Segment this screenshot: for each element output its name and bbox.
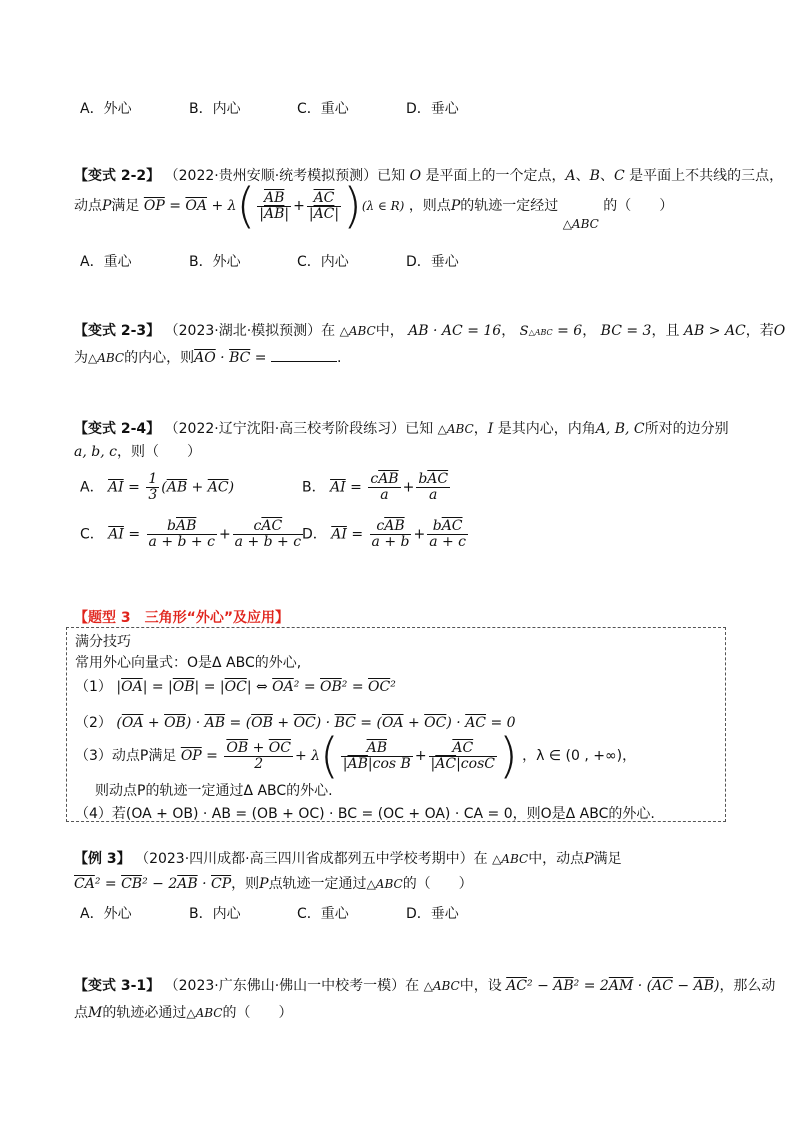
- tips-item-4: （4）若(OA + OB) · AB = (OB + OC) · BC = (OC + OA) · CA = 0，则O是Δ ABC的外心.: [75, 806, 655, 822]
- option-a: A．重心: [80, 254, 132, 270]
- option-c: C． $\overline{AI}$ = $\frac{b\overline{AB}}{a + b + c}$ + $\frac{c\overline{AC}}{a + b + c}$: [80, 518, 302, 550]
- tips-intro: 常用外心向量式：O是Δ ABC的外心,: [75, 655, 302, 671]
- tips-item-3: （3）动点P满足 $\overline{OP}$ = $\frac{\overline{OB} + \overline{OC}}{2}$ + λ( $\frac{\overline{AB}}{|\overline{AB}|\cos B}$ + $\frac{\overline{AC}}{|\overline{AC}|\cos C}$ ) ，λ ∈ (0 , +∞)，: [75, 728, 637, 784]
- tips-item-1: （1） $|\overline{OA}| = |\overline{OB}| = |\overline{OC}|$ ⇔ $\overline{OA}^2 = \overline{OB}^2 = \overline{OC}^2$: [75, 679, 396, 695]
- problem-tag: 【变式 2-3】: [74, 323, 161, 339]
- option-b: B．内心: [189, 906, 241, 922]
- problem-tag: 【变式 3-1】: [74, 978, 161, 994]
- problem-2-2-line2: 动点P满足 $\overline{OP} = \overline{OA} + \lambda$( $\frac{\overline{AB}}{|\overline{AB}|}$ + $\frac{\overline{AC}}{|\overline{AC}|}$ )(λ ∈ R) ，则点P的轨迹一定经过 △ABC 的（ ）: [74, 178, 674, 234]
- problem-tag: 【例 3】: [74, 851, 131, 867]
- option-c: C．内心: [297, 254, 349, 270]
- problem-source: （2023·广东佛山·佛山一中校考一模）: [164, 978, 406, 994]
- vector-equation: $\overline{OP} = \overline{OA} + \lambda$: [143, 198, 237, 214]
- problem-2-4-line1: 【变式 2-4】 （2022·辽宁沈阳·高三校考阶段练习）已知 △ABC，I 是其内心，内角A, B, C所对的边分别: [74, 421, 729, 437]
- problem-tag: 【变式 2-2】: [74, 168, 161, 184]
- problem-2-3-line2: 为△ABC的内心，则$\overline{AO} \cdot \overline{BC}$ = .: [74, 350, 342, 366]
- tips-box: [66, 627, 726, 822]
- tips-title: 满分技巧: [75, 634, 131, 650]
- category-heading: 【题型 3 三角形“外心”及应用】: [74, 610, 290, 626]
- option-c: C．重心: [297, 906, 349, 922]
- option-d: D．垂心: [406, 254, 459, 270]
- problem-source: （2022·贵州安顺·统考模拟预测）: [164, 168, 378, 184]
- problem-source: （2023·湖北·模拟预测）: [164, 323, 322, 339]
- problem-2-3-line1: 【变式 2-3】 （2023·湖北·模拟预测）在 △ABC中， AB · AC = 16， S△ABC = 6， BC = 3，且 AB > AC，若O: [74, 323, 786, 339]
- problem-2-4-line2: a, b, c，则（ ）: [74, 444, 201, 460]
- option-c: C．重心: [297, 101, 349, 117]
- problem-2-2-line1: 【变式 2-2】 （2022·贵州安顺·统考模拟预测）已知 O 是平面上的一个定点，A、B、C 是平面上不共线的三点，: [74, 168, 784, 184]
- problem-tag: 【变式 2-4】: [74, 421, 161, 437]
- option-b: B． $\overline{AI}$ = $\frac{c\overline{AB}}{a}$ + $\frac{b\overline{AC}}{a}$: [302, 471, 449, 503]
- option-d: D．垂心: [406, 906, 459, 922]
- option-d: D．垂心: [406, 101, 459, 117]
- option-b: B．内心: [189, 101, 241, 117]
- problem-3-1-line2: 点M的轨迹必通过△ABC的（ ）: [74, 1005, 293, 1021]
- option-d: D． $\overline{AI}$ = $\frac{c\overline{AB}}{a + b}$ + $\frac{b\overline{AC}}{a + c}$: [302, 518, 467, 550]
- option-a: A．外心: [80, 906, 132, 922]
- option-a: A． $\overline{AI}$ = $\frac{1}{3}$ $(\overline{AB} + \overline{AC})$: [80, 471, 235, 503]
- option-b: B．外心: [189, 254, 241, 270]
- tips-item-2: （2） $(\overline{OA} + \overline{OB}) \cdot \overline{AB} = (\overline{OB} + \overline{OC}) \cdot \overline{BC} = (\overline{OA} + \overline{OC}) \cdot \overline{AC} = 0$: [75, 715, 516, 731]
- problem-source: （2022·辽宁沈阳·高三校考阶段练习）: [164, 421, 406, 437]
- problem-source: （2023·四川成都·高三四川省成都列五中学校考期中）: [135, 851, 474, 867]
- example-3-line1: 【例 3】 （2023·四川成都·高三四川省成都列五中学校考期中）在 △ABC中，动点P满足: [74, 851, 622, 867]
- example-3-line2: $\overline{CA}^2 = \overline{CB}^2 - 2\overline{AB} \cdot \overline{CP}$，则P点轨迹一定通过△ABC的（ ）: [74, 876, 473, 892]
- tips-item-3-conclusion: 则动点P的轨迹一定通过Δ ABC的外心.: [95, 783, 333, 799]
- option-a: A．外心: [80, 101, 132, 117]
- problem-3-1-line1: 【变式 3-1】 （2023·广东佛山·佛山一中校考一模）在 △ABC中，设 $\overline{AC}^2 - \overline{AB}^2 = 2\overline{AM} \cdot (\overline{AC} - \overline{AB})$，那么动: [74, 978, 776, 994]
- answer-blank[interactable]: [271, 349, 337, 362]
